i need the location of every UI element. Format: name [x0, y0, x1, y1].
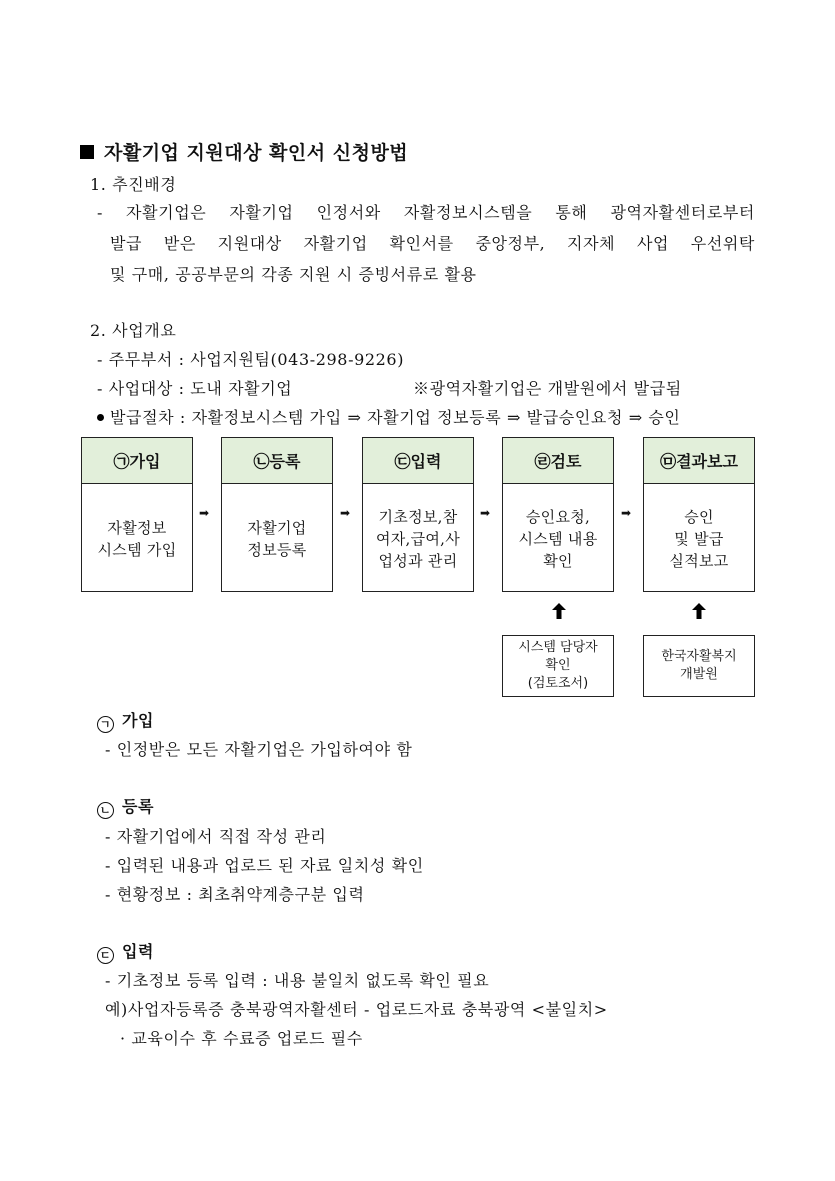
arrow-right-icon: ➡ — [621, 506, 632, 520]
circled-marker-icon: ㄷ — [97, 947, 114, 964]
section2-target: - 사업대상 : 도내 자활기업 — [97, 379, 293, 398]
circled-marker-icon: ㄴ — [97, 802, 114, 819]
arrow-up-icon — [692, 603, 706, 619]
page-title — [80, 138, 408, 165]
detail-register-line-2: - 입력된 내용과 업로드 된 자료 일치성 확인 — [105, 856, 424, 875]
detail-register-line-1: - 자활기업에서 직접 작성 관리 — [105, 827, 327, 846]
section1-line-3: 및 구매, 공공부문의 각종 지원 시 증빙서류로 활용 — [110, 265, 477, 284]
arrow-right-icon: ➡ — [199, 506, 210, 520]
flow-step-head: ㉠가입 — [82, 438, 192, 484]
detail-heading-text: 가입 — [122, 711, 154, 730]
flow-step-1 — [81, 437, 193, 592]
arrow-up-icon — [552, 603, 566, 619]
flow-step-body: 자활기업 정보등록 — [247, 518, 307, 559]
flow-step-body: 승인 및 발급 실적보고 — [669, 507, 729, 570]
section2-target-note: ※광역자활기업은 개발원에서 발급됨 — [413, 379, 682, 398]
flow-step-head: ㉤결과보고 — [644, 438, 754, 484]
arrow-right-icon: ➡ — [480, 506, 491, 520]
flow-step-head: ㉡등록 — [222, 438, 332, 484]
flow-note-review: 시스템 담당자 확인 (검토조서) — [502, 635, 614, 697]
detail-heading-text: 입력 — [122, 942, 154, 961]
flow-note-approval: 한국자활복지 개발원 — [643, 635, 755, 697]
section2-dept: - 주무부서 : 사업지원팀(043-298-9226) — [97, 350, 405, 369]
section1-line-2: 발급 받은 지원대상 자활기업 확인서를 중앙정부, 지자체 사업 우선위탁 — [110, 234, 755, 253]
section2-heading: 2. 사업개요 — [90, 321, 177, 340]
arrow-right-icon: ➡ — [340, 506, 351, 520]
detail-input-line-1: - 기초정보 등록 입력 : 내용 불일치 없도록 확인 필요 — [105, 971, 490, 990]
detail-join-heading — [97, 708, 154, 733]
page-title-text: 자활기업 지원대상 확인서 신청방법 — [104, 142, 409, 164]
detail-register-line-3: - 현황정보 : 최초취약계층구분 입력 — [105, 885, 365, 904]
detail-register-heading — [97, 794, 154, 819]
detail-join-line-1: - 인정받은 모든 자활기업은 가입하여야 함 — [105, 740, 413, 759]
section1-heading: 1. 추진배경 — [90, 175, 177, 194]
flow-step-2 — [221, 437, 333, 592]
section1-line-1: - 자활기업은 자활기업 인정서와 자활정보시스템을 통해 광역자활센터로부터 — [97, 203, 755, 222]
flow-step-4 — [502, 437, 614, 592]
circled-marker-icon: ㄱ — [97, 716, 114, 733]
flow-step-body: 기초정보,참 여자,급여,사 업성과 관리 — [375, 507, 461, 570]
detail-heading-text: 등록 — [122, 797, 154, 816]
flow-step-3 — [362, 437, 474, 592]
flow-step-body: 승인요청, 시스템 내용 확인 — [518, 507, 598, 570]
detail-input-line-2: 예)사업자등록증 충북광역자활센터 - 업로드자료 충북광역 <불일치> — [105, 1000, 608, 1019]
flow-step-body: 자활정보 시스템 가입 — [97, 518, 177, 559]
square-bullet-icon — [80, 145, 94, 159]
dot-bullet-icon — [97, 414, 104, 421]
flow-step-5 — [643, 437, 755, 592]
section2-procedure — [97, 405, 681, 428]
procedure-text: 발급절차 : 자활정보시스템 가입 ⇒ 자활기업 정보등록 ⇒ 발급승인요청 ⇒ 승인 — [110, 408, 681, 427]
detail-input-heading — [97, 939, 154, 964]
flow-step-head: ㉣검토 — [503, 438, 613, 484]
detail-input-line-3: · 교육이수 후 수료증 업로드 필수 — [120, 1029, 363, 1048]
flow-step-head: ㉢입력 — [363, 438, 473, 484]
